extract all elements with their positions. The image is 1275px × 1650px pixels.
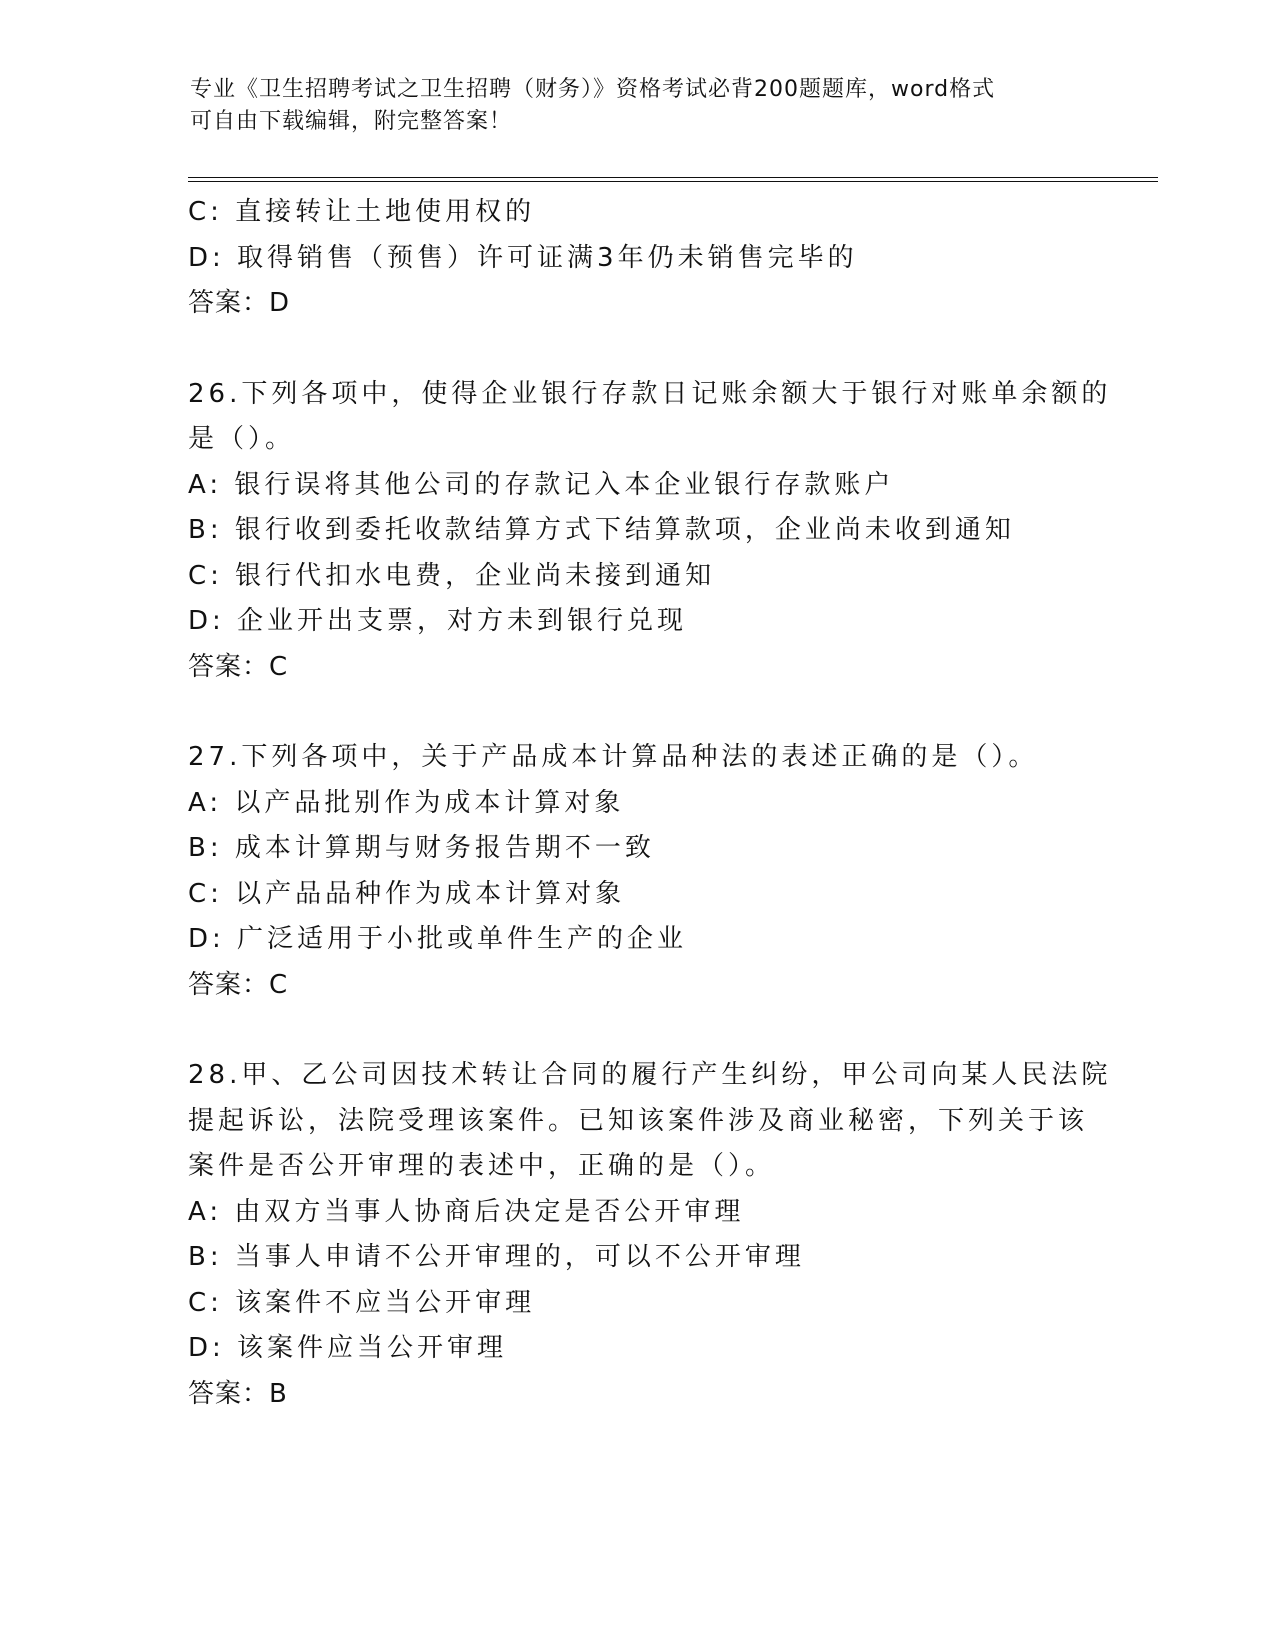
option-a: A: 由双方当事人协商后决定是否公开审理 [188,1196,745,1227]
question-stem-line: 26.下列各项中，使得企业银行存款日记账余额大于银行对账单余额的 [188,378,1112,409]
header-title-line-1: 专业《卫生招聘考试之卫生招聘（财务）》资格考试必背200题题库，word格式 [190,77,996,102]
spacer [188,1008,1088,1053]
question-28 [188,1053,1112,1417]
question-stem-line: 28.甲、乙公司因技术转让合同的履行产生纠纷，甲公司向某人民法院 [188,1060,1112,1090]
option-b: B: 银行收到委托收款结算方式下结算款项，企业尚未收到通知 [188,515,1015,545]
option-b: B: 当事人申请不公开审理的，可以不公开审理 [188,1242,805,1272]
option-c: C: 银行代扣水电费，企业尚未接到通知 [188,560,716,591]
option-c: C: 该案件不应当公开审理 [188,1287,536,1318]
option-d: D: 广泛适用于小批或单件生产的企业 [188,924,688,954]
question-stem-line: 提起诉讼，法院受理该案件。已知该案件涉及商业秘密，下列关于该 [188,1105,1089,1136]
header-divider-bottom [188,181,1158,182]
question-26 [188,372,1112,691]
question-stem-line: 27.下列各项中，关于产品成本计算品种法的表述正确的是（）。 [188,742,1039,772]
answer-line: 答案：D [188,288,291,318]
page-header [190,74,1070,138]
question-stem-line: 案件是否公开审理的表述中，正确的是（）。 [188,1151,776,1181]
question-stem-line: 是（）。 [188,424,296,454]
option-b: B: 成本计算期与财务报告期不一致 [188,833,655,863]
option-c: C: 以产品品种作为成本计算对象 [188,878,626,909]
spacer [188,327,1088,372]
answer-line: 答案：C [188,969,289,1000]
question-list [188,190,1112,1417]
option-d: D: 企业开出支票，对方未到银行兑现 [188,606,688,636]
answer-line: 答案：B [188,1378,288,1409]
question-27 [188,735,1088,1008]
option-d: D: 该案件应当公开审理 [188,1333,508,1363]
option-d: D: 取得销售（预售）许可证满3年仍未销售完毕的 [188,242,858,273]
header-title-line-2: 可自由下载编辑，附完整答案！ [190,109,513,134]
option-a: A: 银行误将其他公司的存款记入本企业银行存款账户 [188,469,895,500]
spacer [188,690,1088,735]
header-divider-top [188,177,1158,178]
option-c: C: 直接转让土地使用权的 [188,197,536,227]
question-continuation [188,190,1088,327]
option-a: A: 以产品批别作为成本计算对象 [188,787,625,818]
answer-line: 答案：C [188,651,289,682]
